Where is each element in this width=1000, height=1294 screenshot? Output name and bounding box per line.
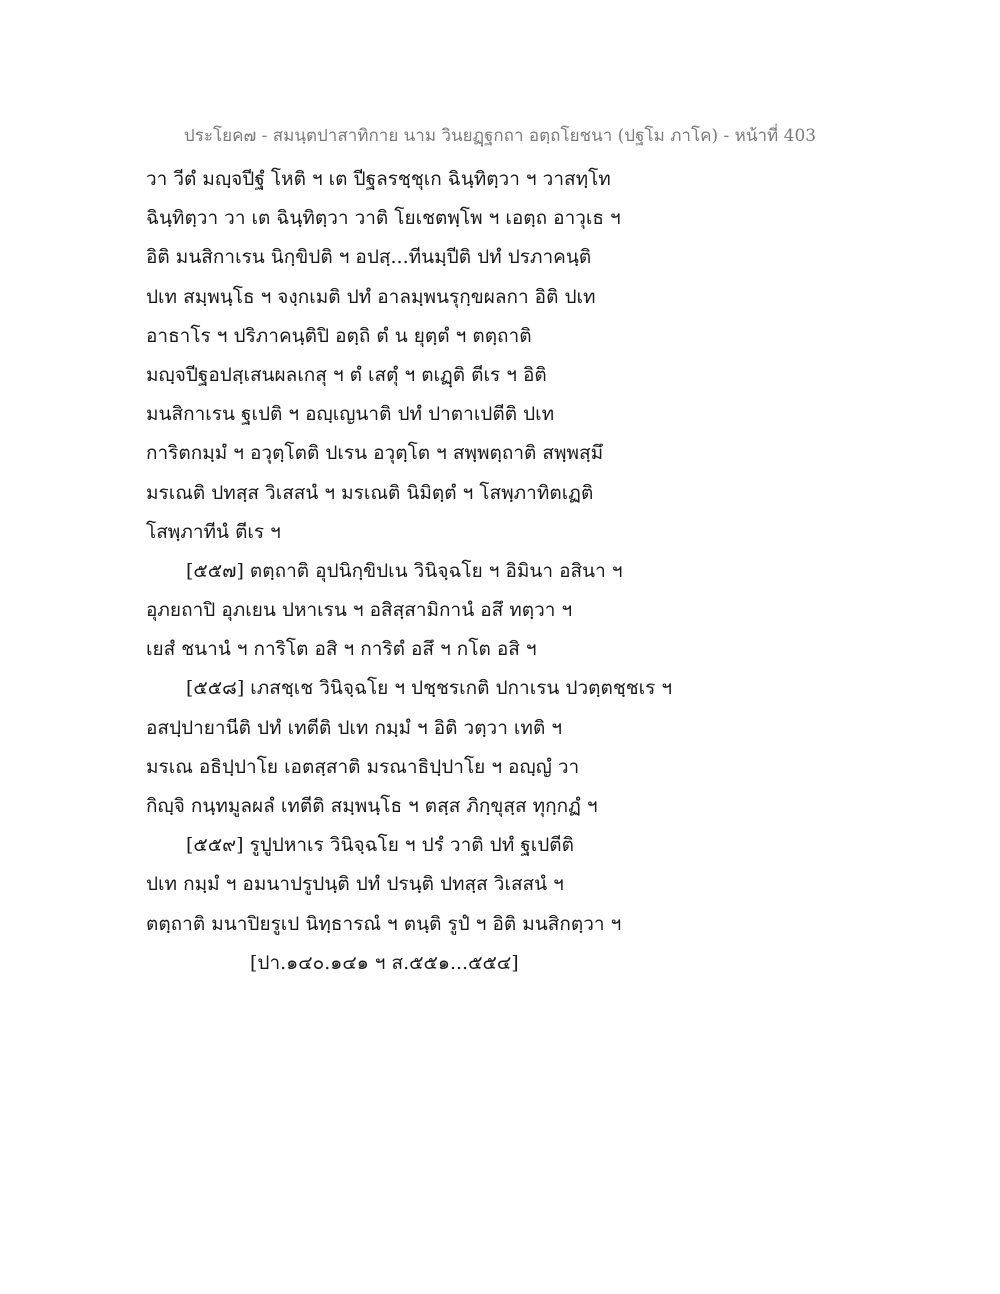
page-reference: [ปา.๑๔๐.๑๔๑ ฯ ส.๕๕๑...๕๕๔] (250, 951, 519, 974)
text-line: อุภยถาปิ อุภเยน ปหาเรน ฯ อสิสฺสามิกานํ อสึ ทตฺวา ฯ (146, 599, 573, 622)
text-line: การิตกมฺมํ ฯ อวุตฺโตติ ปเรน อวุตฺโต ฯ สพฺพตฺถาติ สพฺพสฺมึ (146, 442, 604, 465)
text-line: มรเณติ ปทสฺส วิเสสนํ ฯ มรเณติ นิมิตฺตํ ฯ โสพฺภาทิตเฏติ (146, 481, 594, 504)
text-line: มนสิกาเรน ฐเปติ ฯ อญฺเญนาติ ปทํ ปาตาเปตีติ ปเท (146, 403, 555, 426)
text-line: อสปฺปายานีติ ปทํ เทตีติ ปเท กมฺมํ ฯ อิติ วตฺวา เทติ ฯ (146, 716, 562, 739)
text-line: กิญฺจิ กนฺทมูลผลํ เทตีติ สมฺพนฺโธ ฯ ตสฺส ภิกฺขุสฺส ทุกฺกฏํ ฯ (146, 795, 598, 817)
body-text (146, 160, 866, 983)
text-line: ปเท กมฺมํ ฯ อมนาปรูปนฺติ ปทํ ปรนฺติ ปทสฺส วิเสสนํ ฯ (146, 873, 564, 896)
text-line: ปเท สมฺพนฺโธ ฯ จงฺกเมติ ปทํ อาลมฺพนรุกฺขผลกา อิติ ปเท (146, 285, 596, 308)
text-line: อาธาโร ฯ ปริภาคนฺติปิ อตฺถิ ตํ น ยุตฺตํ ฯ ตตฺถาติ (146, 324, 532, 347)
text-line: มญฺจปีฐอปสฺเสนผลเกสุ ฯ ตํ เสตุํ ฯ ตเฏฺติ ตีเร ฯ อิติ (146, 363, 547, 386)
text-line: โสพฺภาทีนํ ตีเร ฯ (146, 520, 281, 543)
text-line: เยสํ ชนานํ ฯ การิโต อสิ ฯ การิตํ อสึ ฯ กโต อสิ ฯ (146, 638, 537, 661)
text-line: ฉินฺทิตฺวา วา เต ฉินฺทิตฺวา วาติ โยเชตพฺโพ ฯ เอตฺถ อาวุเธ ฯ (146, 207, 621, 230)
text-line: วา วีตํ มญฺจปีฐํ โหติ ฯ เต ปีฐลรชฺชุเก ฉินฺทิตฺวา ฯ วาสทฺโท (146, 168, 611, 190)
text-line: มรเณ อธิปฺปาโย เอตสฺสาติ มรณาธิปฺปาโย ฯ อญฺญํ วา (146, 755, 580, 778)
running-header: ประโยค๗ - สมนฺตปาสาทิกาย นาม วินยฏฺฐกถา อตฺถโยชนา (ปฐโม ภาโค) - หน้าที่ 403 (183, 126, 817, 146)
paragraph-start-558: [๕๕๘] เภสชฺเช วินิจฺฉโย ฯ ปชฺชรเกติ ปกาเรน ปวตฺตชฺชเร ฯ (186, 677, 673, 700)
text-line: ตตฺถาติ มนาปิยรูเป นิทฺธารณํ ฯ ตนฺติ รูปํ ฯ อิติ มนสิกตฺวา ฯ (146, 912, 622, 935)
paragraph-start-559: [๕๕๙] รูปูปหาเร วินิจฺฉโย ฯ ปรํ วาติ ปทํ ฐเปตีติ (186, 834, 574, 857)
text-line: อิติ มนสิกาเรน นิกฺขิปติ ฯ อปสฺ...ทีนมฺปีติ ปทํ ปรภาคนฺติ (146, 246, 592, 269)
paragraph-start-557: [๕๕๗] ตตฺถาติ อุปนิกฺขิปเน วินิจฺฉโย ฯ อิมินา อสินา ฯ (186, 559, 623, 582)
